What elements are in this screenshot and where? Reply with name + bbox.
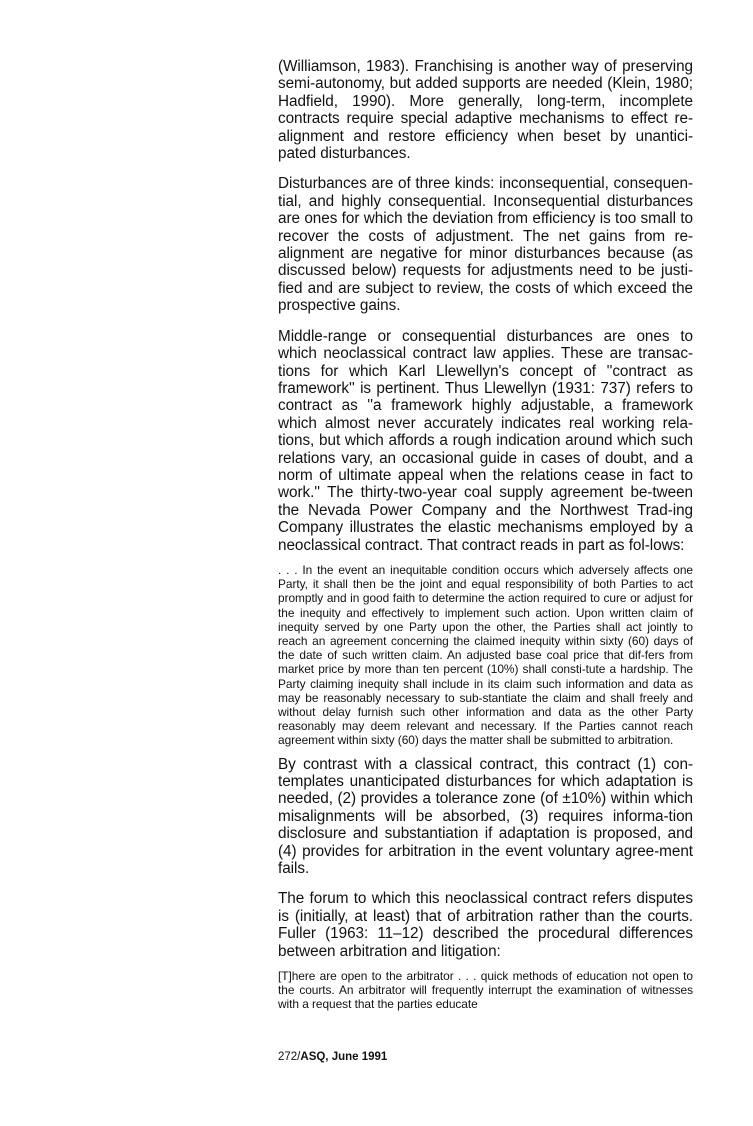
- block-quote: [T]here are open to the arbitrator . . . quick methods of education not open to the courts. An arbitrator will frequently interrupt the examination of witnesses with a request that the parties educate: [278, 969, 693, 1012]
- paragraph: By contrast with a classical contract, this contract (1) con-templates unanticipated disturbances for which adaptation is needed, (2) provides a tolerance zone (of ±10%) within which misalignments will be absorbed, (3) requires informa-tion disclosure and substantiation if adaptation is proposed, and (4) provides for arbitration in the event voluntary agree-ment fails.: [278, 755, 693, 878]
- paragraph: The forum to which this neoclassical contract refers disputes is (initially, at least) that of arbitration rather than the courts. Fuller (1963: 11–12) described the procedural differences between arbitration and litigation:: [278, 890, 693, 960]
- page-footer: [278, 1051, 387, 1063]
- journal-citation: ASQ, June 1991: [300, 1051, 388, 1063]
- block-quote: . . . In the event an inequitable condition occurs which adversely affects one Party, it shall then be the joint and equal responsibility of both Parties to act promptly and in good faith to determine the action required to cure or adjust for the inequity and effectively to implement such action. Upon written claim of inequity served by one Party upon the other, the Parties shall act jointly to reach an agreement concerning the claimed inequity within sixty (60) days of the date of such written claim. An adjusted base coal price that dif-fers from market price by more than ten percent (10%) shall consti-tute a hardship. The Party claiming inequity shall include in its claim such information and data as may be reasonably necessary to sub-stantiate the claim and shall freely and without delay furnish such other information and data as the other Party reasonably may deem relevant and necessary. If the Parties cannot reach agreement within sixty (60) days the matter shall be submitted to arbitration.: [278, 562, 693, 748]
- page-number: 272/: [278, 1051, 301, 1063]
- paragraph: Middle-range or consequential disturbances are ones to which neoclassical contract law applies. These are transac-tions for which Karl Llewellyn's concept of ''contract as framework'' is pertinent. Thus Llewellyn (1931: 737) refers to contract as ''a framework highly adjustable, a framework which almost never accurately indicates real working rela-tions, but which affords a rough indication around which such relations vary, an occasional guide in cases of doubt, and a norm of ultimate appeal when the relations cease in fact to work.'' The thirty-two-year coal supply agreement be-tween the Nevada Power Company and the Northwest Trad-ing Company illustrates the elastic mechanisms employed by a neoclassical contract. That contract reads in part as fol-lows:: [278, 327, 693, 554]
- paragraph: (Williamson, 1983). Franchising is another way of preserving semi-autonomy, but added supports are needed (Klein, 1980; Hadfield, 1990). More generally, long-term, incomplete contracts require special adaptive mechanisms to effect re-alignment and restore efficiency when beset by unantici-pated disturbances.: [278, 58, 693, 163]
- paragraph: Disturbances are of three kinds: inconsequential, consequen-tial, and highly consequential. Inconsequential disturbances are ones for which the deviation from efficiency is too small to recover the costs of adjustment. The net gains from re-alignment are negative for minor disturbances because (as discussed below) requests for adjustments need to be justi-fied and are subject to review, the costs of which exceed the prospective gains.: [278, 175, 693, 315]
- article-body: [278, 58, 693, 1012]
